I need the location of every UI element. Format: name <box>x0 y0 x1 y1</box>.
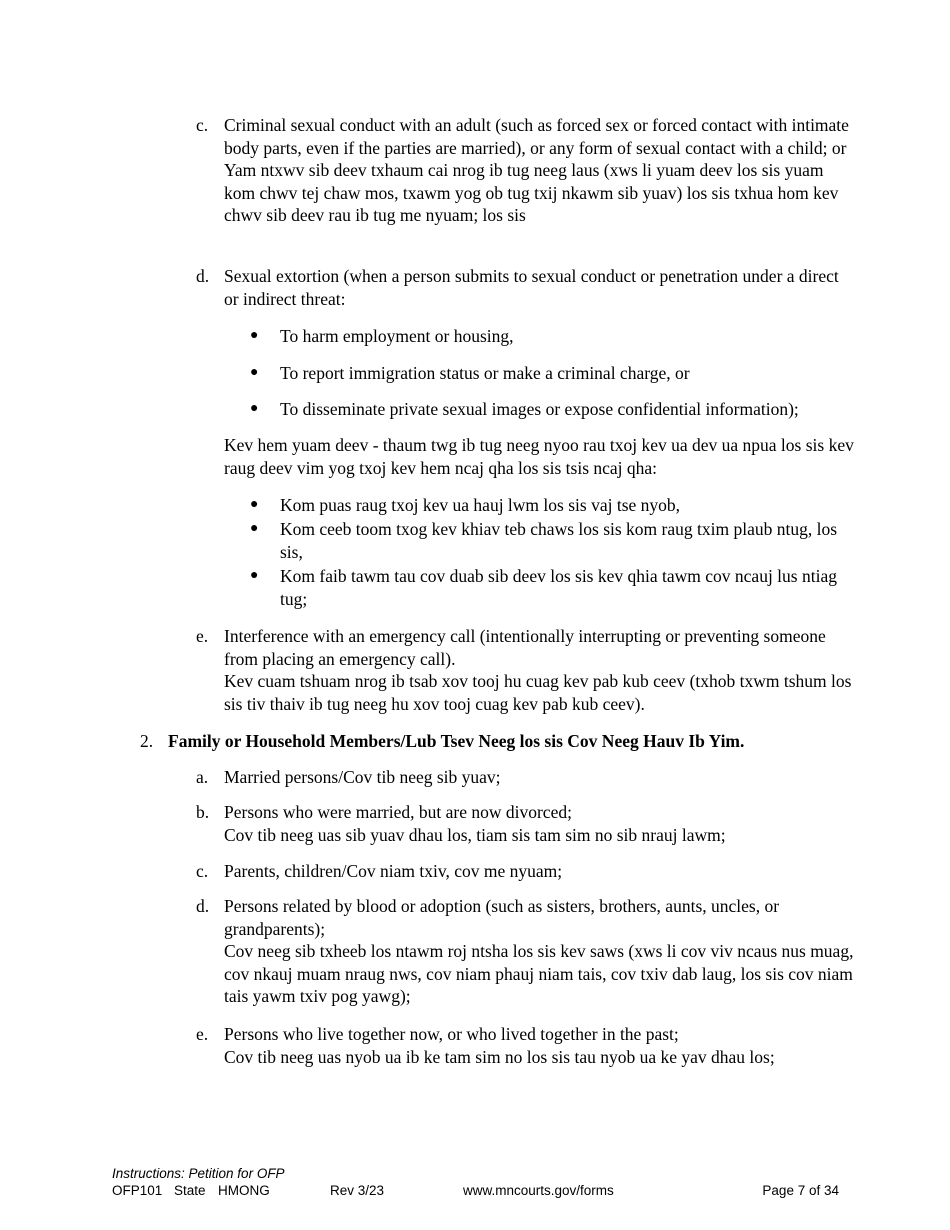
item-text-english: Persons who were married, but are now divorced; <box>224 802 572 822</box>
list-label: b. <box>196 802 210 822</box>
list-item-c2 <box>196 860 856 883</box>
item-text: Married persons/Cov tib neeg sib yuav; <box>224 767 501 787</box>
list-item-e <box>196 625 856 715</box>
section-heading <box>140 730 860 753</box>
bullet-icon: ● <box>250 521 259 536</box>
bullet-item: ● Kom ceeb toom txog kev khiav teb chaws los sis kom raug txim plaub ntug, los sis, <box>250 519 838 562</box>
footer-state: State <box>174 1183 206 1198</box>
bullet-icon: ● <box>250 497 259 512</box>
bullet-item: ● Kom faib tawm tau cov duab sib deev los sis kev qhia tawm cov ncauj lus ntiag tug; <box>250 566 837 609</box>
item-text-english: Criminal sexual conduct with an adult (such as forced sex or forced contact with intimate body parts, even if the parties are married), or any form of sexual contact with a child; or <box>224 115 849 158</box>
footer-row <box>112 1180 839 1198</box>
section-number: 2. <box>140 731 154 751</box>
bullet-icon: ● <box>250 365 259 380</box>
list-item-e2 <box>196 1023 856 1068</box>
item-text-english: Persons who live together now, or who lived together in the past; <box>224 1024 679 1044</box>
item-text-english: Sexual extortion (when a person submits to sexual conduct or penetration under a direct or indirect threat: <box>224 266 839 309</box>
footer-title: Instructions: Petition for OFP <box>112 1166 285 1181</box>
item-text-english: Interference with an emergency call (intentionally interrupting or preventing someone from placing an emergency call). <box>224 626 826 669</box>
bullet-item: ● To harm employment or housing, <box>250 326 514 346</box>
list-item-d <box>196 265 856 310</box>
list-label: c. <box>196 115 209 135</box>
bullet-icon: ● <box>250 328 259 343</box>
list-label: e. <box>196 1024 209 1044</box>
bullet-item: ● Kom puas raug txoj kev ua hauj lwm los sis vaj tse nyob, <box>250 495 681 515</box>
list-item-b <box>196 801 856 846</box>
list-label: e. <box>196 626 209 646</box>
footer-language: HMONG <box>218 1183 270 1198</box>
footer-url[interactable]: www.mncourts.gov/forms <box>463 1183 614 1198</box>
list-item-a <box>196 766 856 789</box>
list-label: c. <box>196 861 209 881</box>
item-text-english: Persons related by blood or adoption (such as sisters, brothers, aunts, uncles, or grandparents); <box>224 896 780 939</box>
list-item-d2 <box>196 895 856 1008</box>
bullet-icon: ● <box>250 568 259 583</box>
item-text-hmong: Cov neeg sib txheeb los ntawm roj ntsha los sis kev saws (xws li cov viv ncaus nus muag, cov nkauj muam nraug nws, cov niam phauj niam tais, cov txiv dab laug, los sis cov niam tais yawm txiv pog yawg); <box>224 941 854 1006</box>
list-label: d. <box>196 896 210 916</box>
item-text-hmong: Cov tib neeg uas sib yuav dhau los, tiam sis tam sim no sib nrauj lawm; <box>224 824 726 845</box>
footer-revision: Rev 3/23 <box>330 1183 385 1198</box>
bullet-icon: ● <box>250 401 259 416</box>
footer-form-id: OFP101 <box>112 1183 163 1198</box>
bullet-item: ● To disseminate private sexual images or expose confidential information); <box>250 399 799 419</box>
item-text-hmong: Yam ntxwv sib deev txhaum cai nrog ib tug neeg laus (xws li yuam deev los sis yuam kom chwv tej chaw mos, txawm yog ob tug txij nkawm sib yuav) los sis txhua hom kev chwv sib deev rau ib tug me nyuam; los sis <box>224 160 839 225</box>
list-label: a. <box>196 767 209 787</box>
item-text: Parents, children/Cov niam txiv, cov me nyuam; <box>224 861 563 881</box>
bullet-item: ● To report immigration status or make a criminal charge, or <box>250 363 690 383</box>
list-item-c <box>196 114 856 227</box>
section-title: Family or Household Members/Lub Tsev Neeg los sis Cov Neeg Hauv Ib Yim. <box>168 731 745 751</box>
item-text-hmong: Cov tib neeg uas nyob ua ib ke tam sim no los sis tau nyob ua ke yav dhau los; <box>224 1046 775 1067</box>
item-text-hmong: Kev hem yuam deev - thaum twg ib tug neeg nyoo rau txoj kev ua dev ua npua los sis kev raug deev vim yog txoj kev hem ncaj qha los sis tsis ncaj qha: <box>224 435 854 478</box>
list-label: d. <box>196 266 210 286</box>
item-text-hmong: Kev cuam tshuam nrog ib tsab xov tooj hu cuag kev pab kub ceev (txhob txwm tshum los sis tiv thaiv ib tug neeg hu xov tooj cuag kev pab kub ceev). <box>224 671 852 714</box>
footer-page-number: Page 7 of 34 <box>762 1183 839 1198</box>
